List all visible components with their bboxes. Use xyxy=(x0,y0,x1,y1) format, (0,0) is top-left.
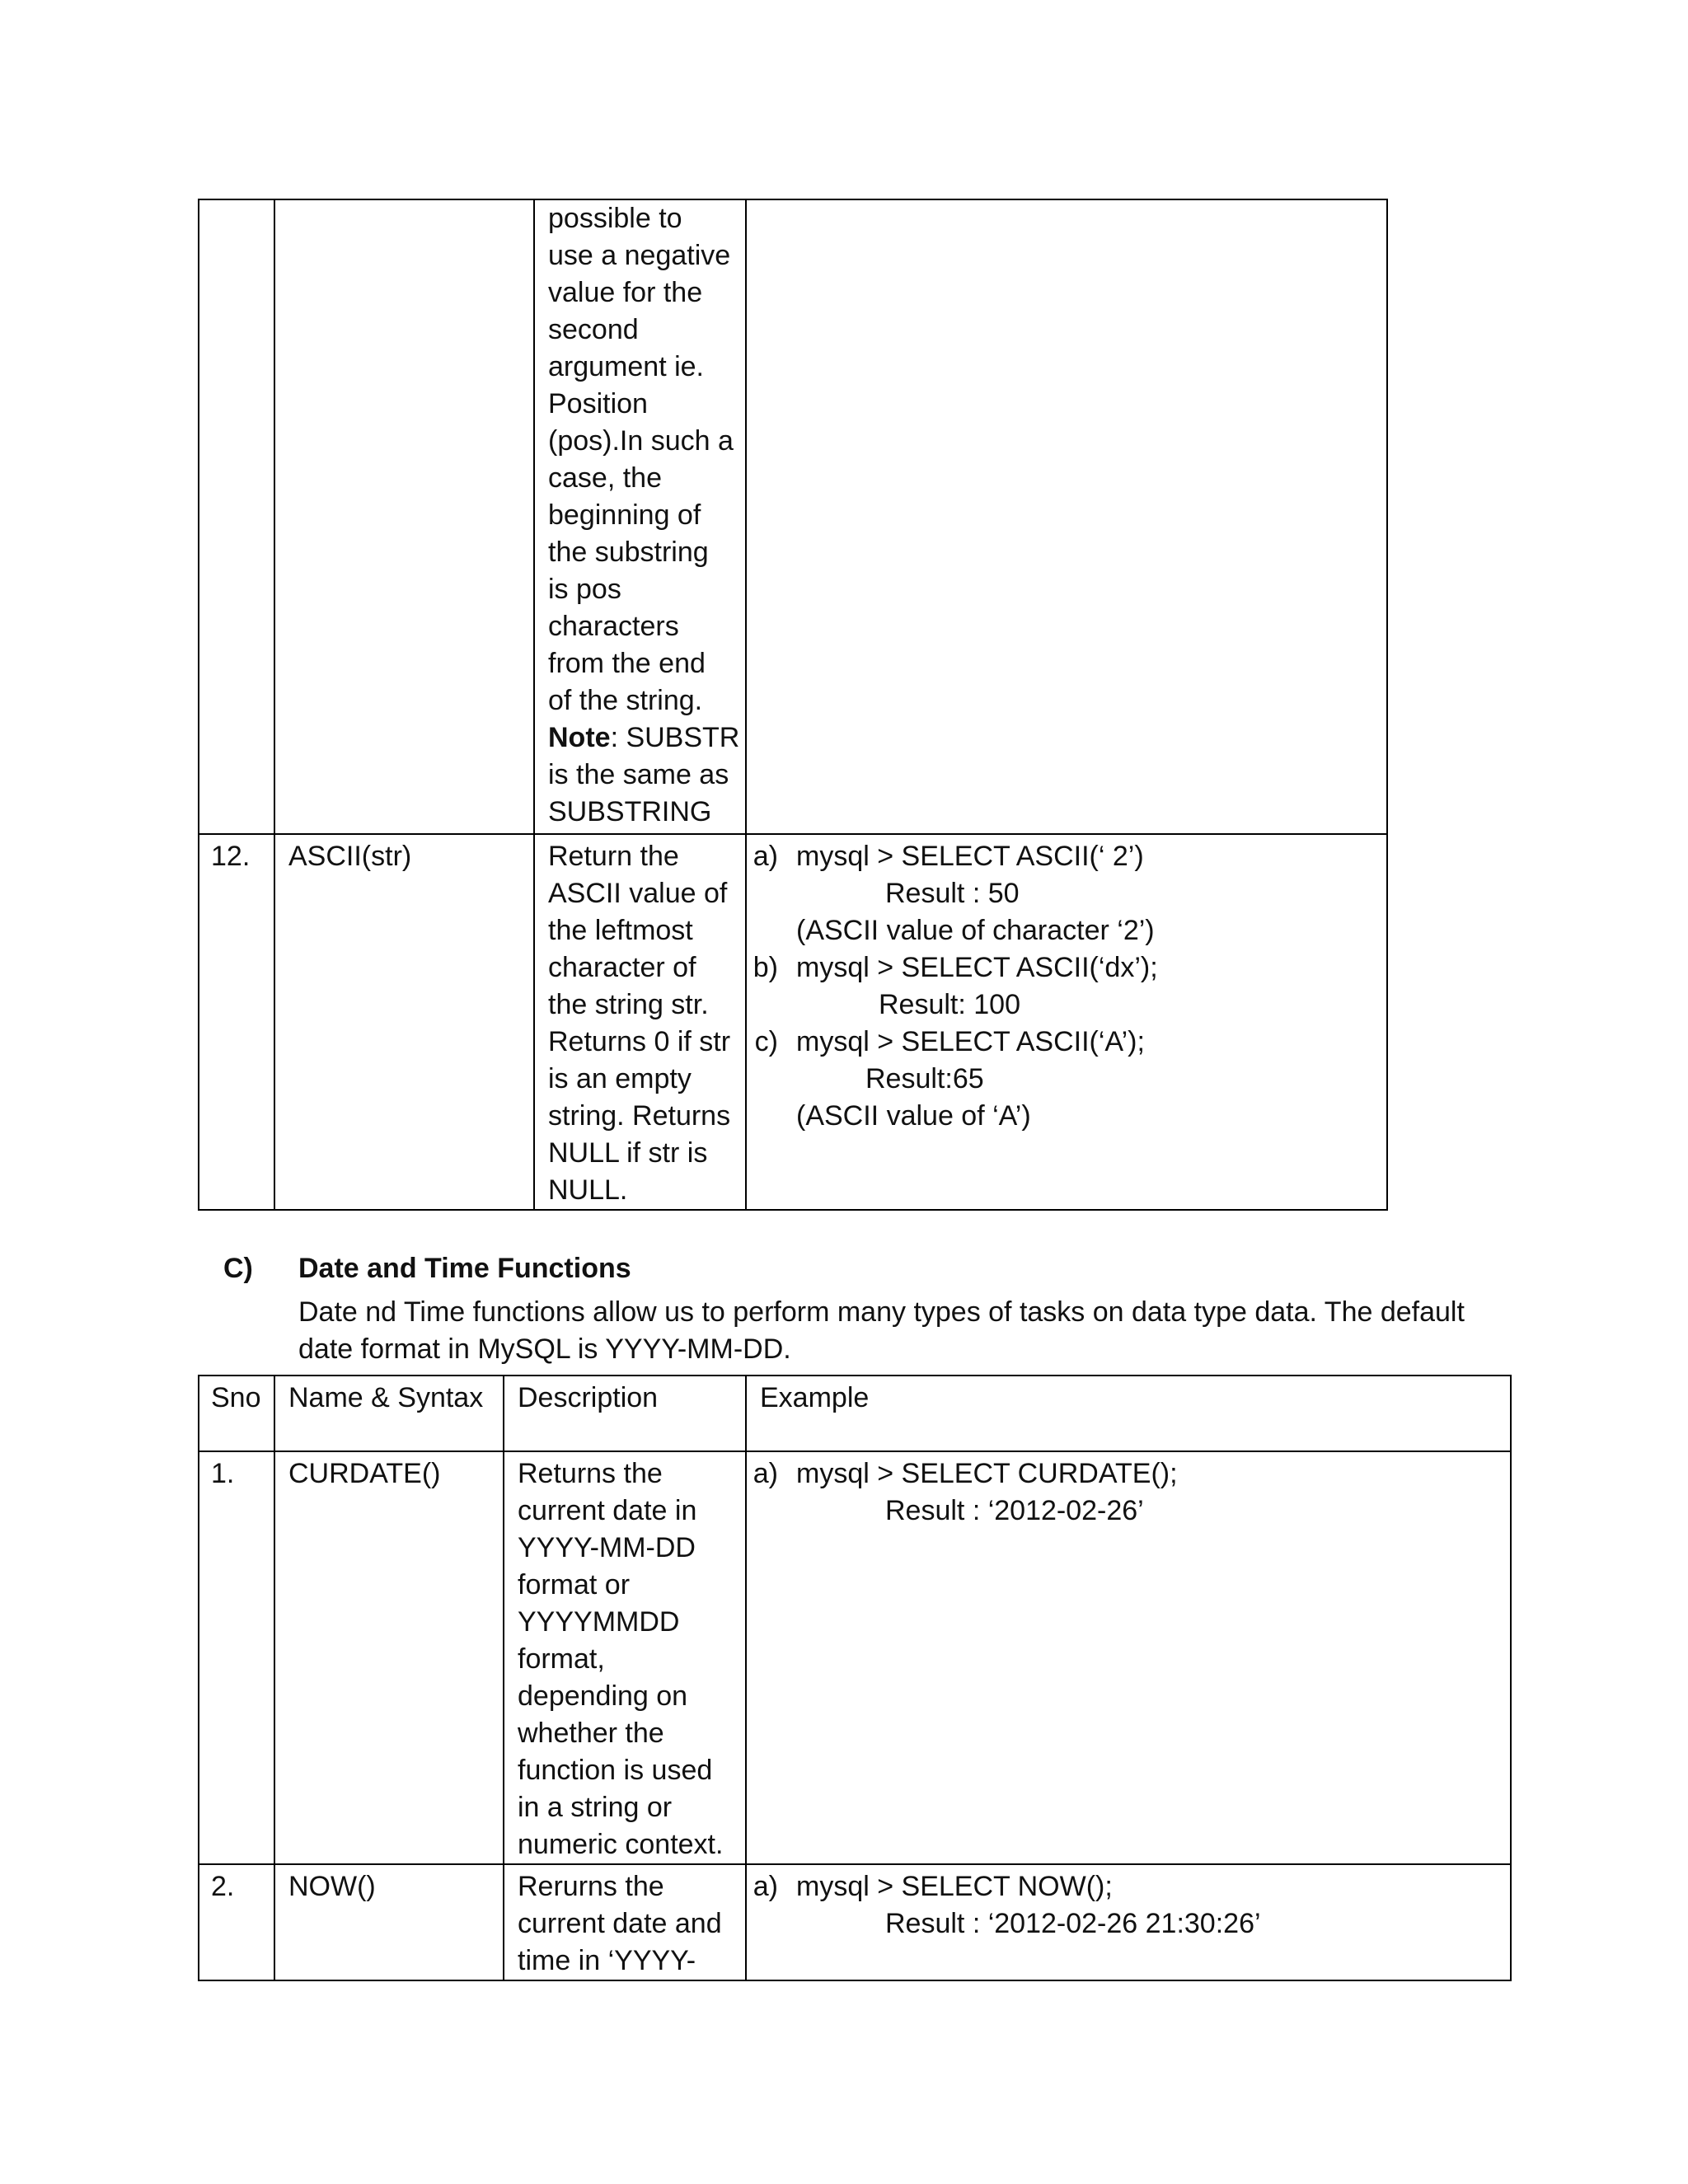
example-result: Result:65 xyxy=(865,1063,984,1094)
text-line: the substring xyxy=(548,537,709,568)
text-line: characters xyxy=(548,611,679,642)
table-row xyxy=(199,834,1387,1210)
text-line: character of xyxy=(548,952,696,983)
example-item xyxy=(747,1024,1386,1135)
example-marker: a) xyxy=(753,841,778,872)
text-line: ASCII value of xyxy=(548,878,728,909)
text-line: numeric context. xyxy=(518,1829,724,1860)
text-line: Return the xyxy=(548,841,679,872)
text-line: NULL. xyxy=(548,1174,628,1206)
name-cell: NOW() xyxy=(274,1864,504,1980)
text-line: Returns 0 if str xyxy=(548,1026,731,1057)
functions-table-continued xyxy=(198,199,1388,1211)
text-line: Returns the xyxy=(518,1458,663,1489)
example-result: Result: 100 xyxy=(879,989,1020,1020)
text-line: of the string. xyxy=(548,685,703,716)
description-cell xyxy=(534,199,746,834)
text-line: the leftmost xyxy=(548,915,693,946)
text-line: whether the xyxy=(518,1718,664,1749)
example-cell xyxy=(746,1864,1511,1980)
name-cell xyxy=(274,199,534,834)
text-line: time in ‘YYYY- xyxy=(518,1945,696,1976)
text-line: use a negative xyxy=(548,240,731,271)
name-cell: CURDATE() xyxy=(274,1451,504,1864)
text-line: from the end xyxy=(548,648,706,679)
description-text xyxy=(535,835,745,1209)
table-row xyxy=(199,1451,1511,1864)
example-item xyxy=(747,838,1386,949)
table-row xyxy=(199,1864,1511,1980)
text-line: argument ie. xyxy=(548,351,704,382)
example-cell xyxy=(746,199,1387,834)
text-line: YYYYMMDD xyxy=(518,1606,680,1638)
example-item xyxy=(747,949,1386,1024)
description-text xyxy=(504,1865,745,1980)
text-line: format or xyxy=(518,1569,631,1601)
example-result: Result : 50 xyxy=(885,878,1020,909)
sno-cell: 1. xyxy=(199,1451,274,1864)
text-line: value for the xyxy=(548,277,703,308)
example-item: a) mysql > SELECT CURDATE(); Result : ‘2012-02-26’ xyxy=(753,1458,1178,1526)
text-line: is the same as xyxy=(548,759,729,790)
text-line: function is used xyxy=(518,1755,713,1786)
text-line: NULL if str is xyxy=(548,1137,708,1169)
example-note: (ASCII value of ‘A’) xyxy=(796,1100,1031,1132)
sno-cell: 12. xyxy=(199,834,274,1210)
table-header-row xyxy=(199,1376,1511,1451)
description-text xyxy=(535,200,745,831)
example-marker: b) xyxy=(753,952,778,983)
sno-cell xyxy=(199,199,274,834)
date-time-functions-table xyxy=(198,1375,1512,1981)
example-cell xyxy=(746,834,1387,1210)
example-query: mysql > SELECT ASCII(‘A’); xyxy=(796,1026,1145,1057)
description-cell xyxy=(534,834,746,1210)
example-item: a) mysql > SELECT NOW(); Result : ‘2012-02-26 21:30:26’ xyxy=(753,1871,1261,1939)
example-query: mysql > SELECT ASCII(‘dx’); xyxy=(796,952,1158,983)
text-line: format, xyxy=(518,1643,605,1675)
text-line: SUBSTRING xyxy=(548,796,712,827)
text-line: case, the xyxy=(548,462,662,494)
table-row xyxy=(199,199,1387,834)
header-sno: Sno xyxy=(199,1376,274,1451)
header-name-syntax: Name & Syntax xyxy=(274,1376,504,1451)
text-line: beginning of xyxy=(548,499,701,531)
example-marker: c) xyxy=(754,1026,778,1057)
text-line: is an empty xyxy=(548,1063,692,1094)
text-line: is pos xyxy=(548,574,621,605)
description-text xyxy=(504,1452,745,1863)
text-line: YYYY-MM-DD xyxy=(518,1532,696,1563)
text-line: in a string or xyxy=(518,1792,673,1823)
description-cell xyxy=(504,1451,746,1864)
section-label: C) xyxy=(223,1253,253,1284)
text-line: Position xyxy=(548,388,648,419)
note-text: : SUBSTR xyxy=(610,722,740,753)
note-label: Note xyxy=(548,722,611,753)
example-note: (ASCII value of character ‘2’) xyxy=(796,915,1155,946)
example-cell xyxy=(746,1451,1511,1864)
text-line: current date and xyxy=(518,1908,722,1939)
text-line: possible to xyxy=(548,203,682,234)
header-example: Example xyxy=(746,1376,1511,1451)
section-intro-line-2: date format in MySQL is YYYY-MM-DD. xyxy=(298,1333,791,1365)
name-cell: ASCII(str) xyxy=(274,834,534,1210)
text-line: depending on xyxy=(518,1680,688,1712)
description-cell xyxy=(504,1864,746,1980)
text-line: string. Returns xyxy=(548,1100,731,1132)
note-line xyxy=(548,719,740,757)
example-query: mysql > SELECT ASCII(‘ 2’) xyxy=(796,841,1144,872)
text-line: current date in xyxy=(518,1495,697,1526)
text-line: (pos).In such a xyxy=(548,425,734,457)
text-line: the string str. xyxy=(548,989,709,1020)
section-intro-line-1: Date nd Time functions allow us to perform many types of tasks on data type data. The default xyxy=(298,1296,1465,1328)
text-line: second xyxy=(548,314,639,345)
header-description: Description xyxy=(504,1376,746,1451)
examples-list xyxy=(747,835,1386,1135)
section-title: Date and Time Functions xyxy=(298,1253,631,1284)
sno-cell: 2. xyxy=(199,1864,274,1980)
text-line: Rerurns the xyxy=(518,1871,664,1902)
